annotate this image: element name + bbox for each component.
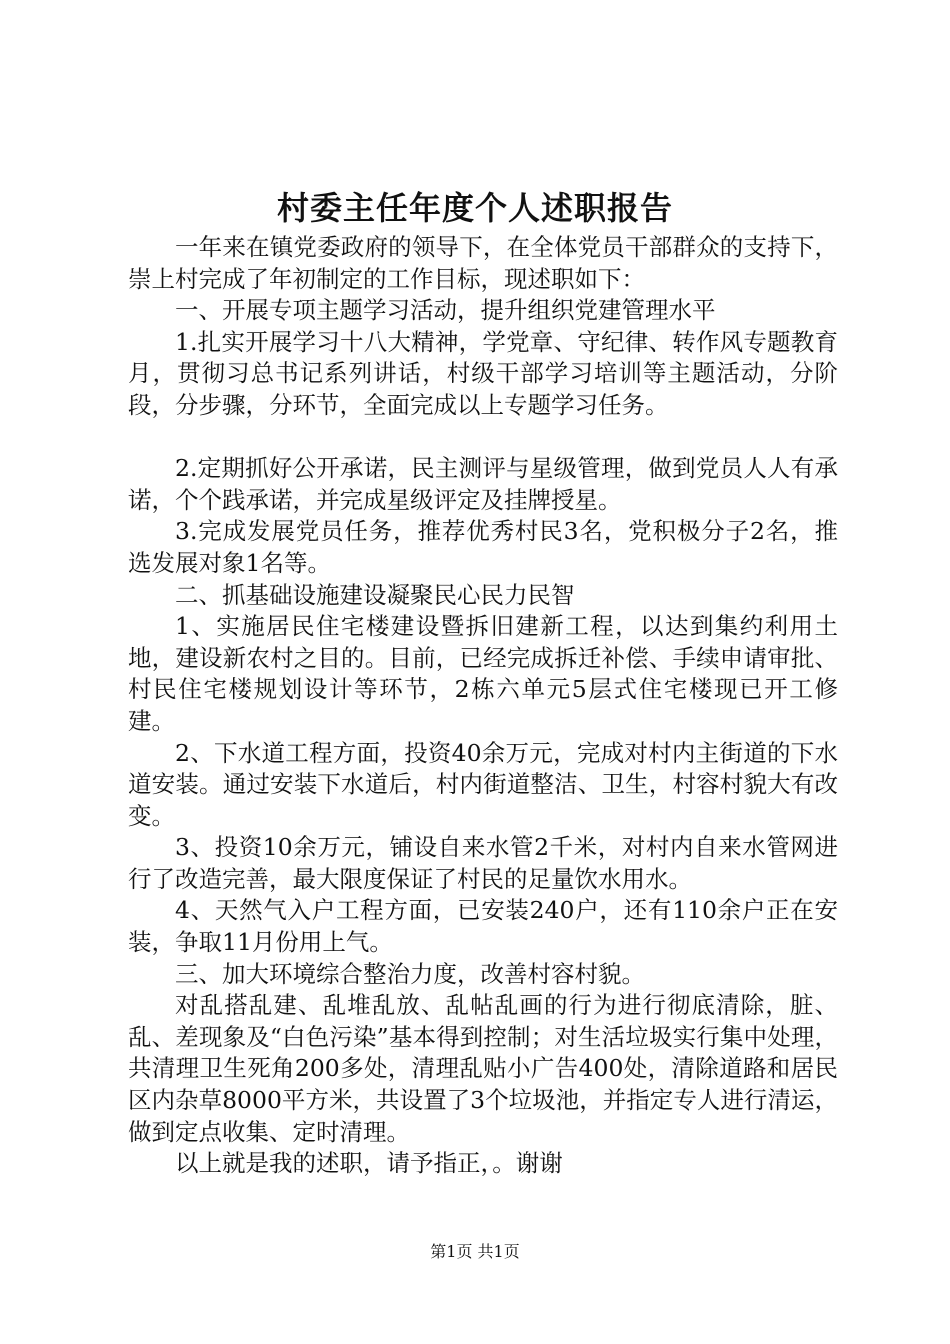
heading-section-2: 二、抓基础设施建设凝聚民心民力民智 (175, 580, 575, 609)
paragraph-intro: 一年来在镇党委政府的领导下，在全体党员干部群众的支持下，崇上村完成了年初制定的工作目标，现述职如下： (128, 233, 838, 293)
document-body (128, 232, 838, 1180)
heading-section-3: 三、加大环境综合整治力度，改善村容村貌。 (175, 959, 645, 988)
heading-section-1: 一、开展专项主题学习活动，提升组织党建管理水平 (175, 296, 716, 325)
paragraph-1-3: 3.完成发展党员任务，推荐优秀村民3名，党积极分子2名，推选发展对象1名等。 (128, 517, 838, 577)
paragraph-2-2: 2、下水道工程方面，投资40余万元，完成对村内主街道的下水道安装。通过安装下水道后，村内街道整洁、卫生，村容村貌大有改变。 (128, 738, 838, 830)
paragraph-1-2: 2.定期抓好公开承诺，民主测评与星级管理，做到党员人人有承诺，个个践承诺，并完成星级评定及挂牌授星。 (128, 454, 838, 514)
paragraph-2-1: 1、实施居民住宅楼建设暨拆旧建新工程，以达到集约利用土地，建设新农村之目的。目前，已经完成拆迁补偿、手续申请审批、村民住宅楼规划设计等环节，2栋六单元5层式住宅楼现已开工修建。 (128, 612, 838, 735)
document-title: 村委主任年度个人述职报告 (276, 189, 673, 227)
paragraph-1-1: 1.扎实开展学习十八大精神，学党章、守纪律、转作风专题教育月，贯彻习总书记系列讲话，村级干部学习培训等主题活动，分阶段，分步骤，分环节，全面完成以上专题学习任务。 (128, 327, 838, 419)
paragraph-2-4: 4、天然气入户工程方面，已安装240户，还有110余户正在安装，争取11月份用上气。 (128, 896, 838, 957)
paragraph-2-3: 3、投资10余万元，铺设自来水管2千米，对村内自来水管网进行了改造完善，最大限度保证了村民的足量饮水用水。 (128, 833, 838, 893)
paragraph-closing: 以上就是我的述职，请予指正，。谢谢 (175, 1149, 563, 1178)
page-number: 第1页 共1页 (430, 1242, 520, 1261)
paragraph-3-1: 对乱搭乱建、乱堆乱放、乱帖乱画的行为进行彻底清除，脏、乱、差现象及“白色污染”基本得到控制；对生活垃圾实行集中处理，共清理卫生死角200多处，清理乱贴小广告400处，清除道路和居民区内杂草8000平方米，共设置了3个垃圾池，并指定专人进行清运，做到定点收集、定时清理。 (128, 991, 838, 1146)
